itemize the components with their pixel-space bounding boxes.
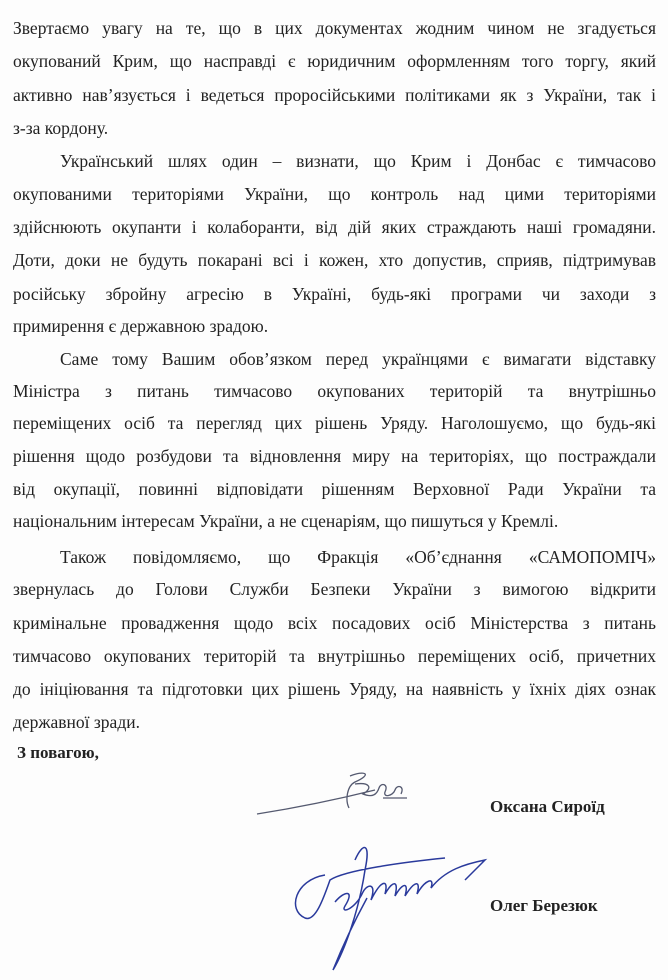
- text-line: активно нав’язується і ведеться проросійськими політиками як з України, так і: [13, 85, 656, 105]
- closing-salutation: З повагою,: [17, 743, 99, 762]
- text-line: Міністра з питань тимчасово окупованих територій та внутрішньо: [13, 381, 656, 401]
- signature-bereziuk: [285, 840, 515, 975]
- text-line: з-за кордону.: [13, 118, 109, 138]
- signatory-name: Оксана Сироїд: [490, 797, 605, 816]
- text-line: до ініціювання та підготовки цих рішень Уряду, на наявність у їхніх діях ознак: [13, 679, 656, 699]
- text-line: національним інтересам України, а не сценаріям, що пишуться у Кремлі.: [13, 511, 559, 531]
- signature-syroid: [255, 770, 445, 820]
- text-line: Доти, доки не будуть покарані всі і кожен, хто допустив, сприяв, підтримував: [13, 250, 656, 270]
- text-line: російську збройну агресію в Україні, будь-які програми чи заходи з: [13, 284, 656, 304]
- text-line: окупований Крим, що насправді є юридичним оформленням того торгу, який: [13, 51, 656, 71]
- text-line: здійснюють окупанти і колаборанти, від дій яких страждають наші громадяни.: [13, 217, 656, 237]
- text-line: кримінальне провадження щодо всіх посадових осіб Міністерства з питань: [13, 613, 656, 633]
- text-line: звернулась до Голови Служби Безпеки України з вимогою відкрити: [13, 579, 656, 599]
- text-line: від окупації, повинні відповідати рішенням Верховної Ради України та: [13, 479, 656, 499]
- text-line: рішення щодо розбудови та відновлення миру на територіях, що постраждали: [13, 446, 656, 466]
- text-line: тимчасово окупованих територій та внутрішньо переміщених осіб, причетних: [13, 646, 656, 666]
- text-line: Саме тому Вашим обов’язком перед українцями є вимагати відставку: [60, 349, 656, 369]
- text-line: державної зради.: [13, 712, 140, 732]
- text-line: Звертаємо увагу на те, що в цих документах жодним чином не згадується: [13, 18, 656, 38]
- text-line: примирення є державною зрадою.: [13, 316, 269, 336]
- text-line: Український шлях один – визнати, що Крим і Донбас є тимчасово: [60, 151, 656, 171]
- signatory-name: Олег Березюк: [490, 896, 598, 915]
- text-line: Також повідомляємо, що Фракція «Об’єднання «САМОПОМІЧ»: [60, 547, 656, 567]
- text-line: окупованими територіями України, що контроль над цими територіями: [13, 184, 656, 204]
- text-line: переміщених осіб та перегляд цих рішень Уряду. Наголошуємо, що будь-які: [13, 413, 656, 433]
